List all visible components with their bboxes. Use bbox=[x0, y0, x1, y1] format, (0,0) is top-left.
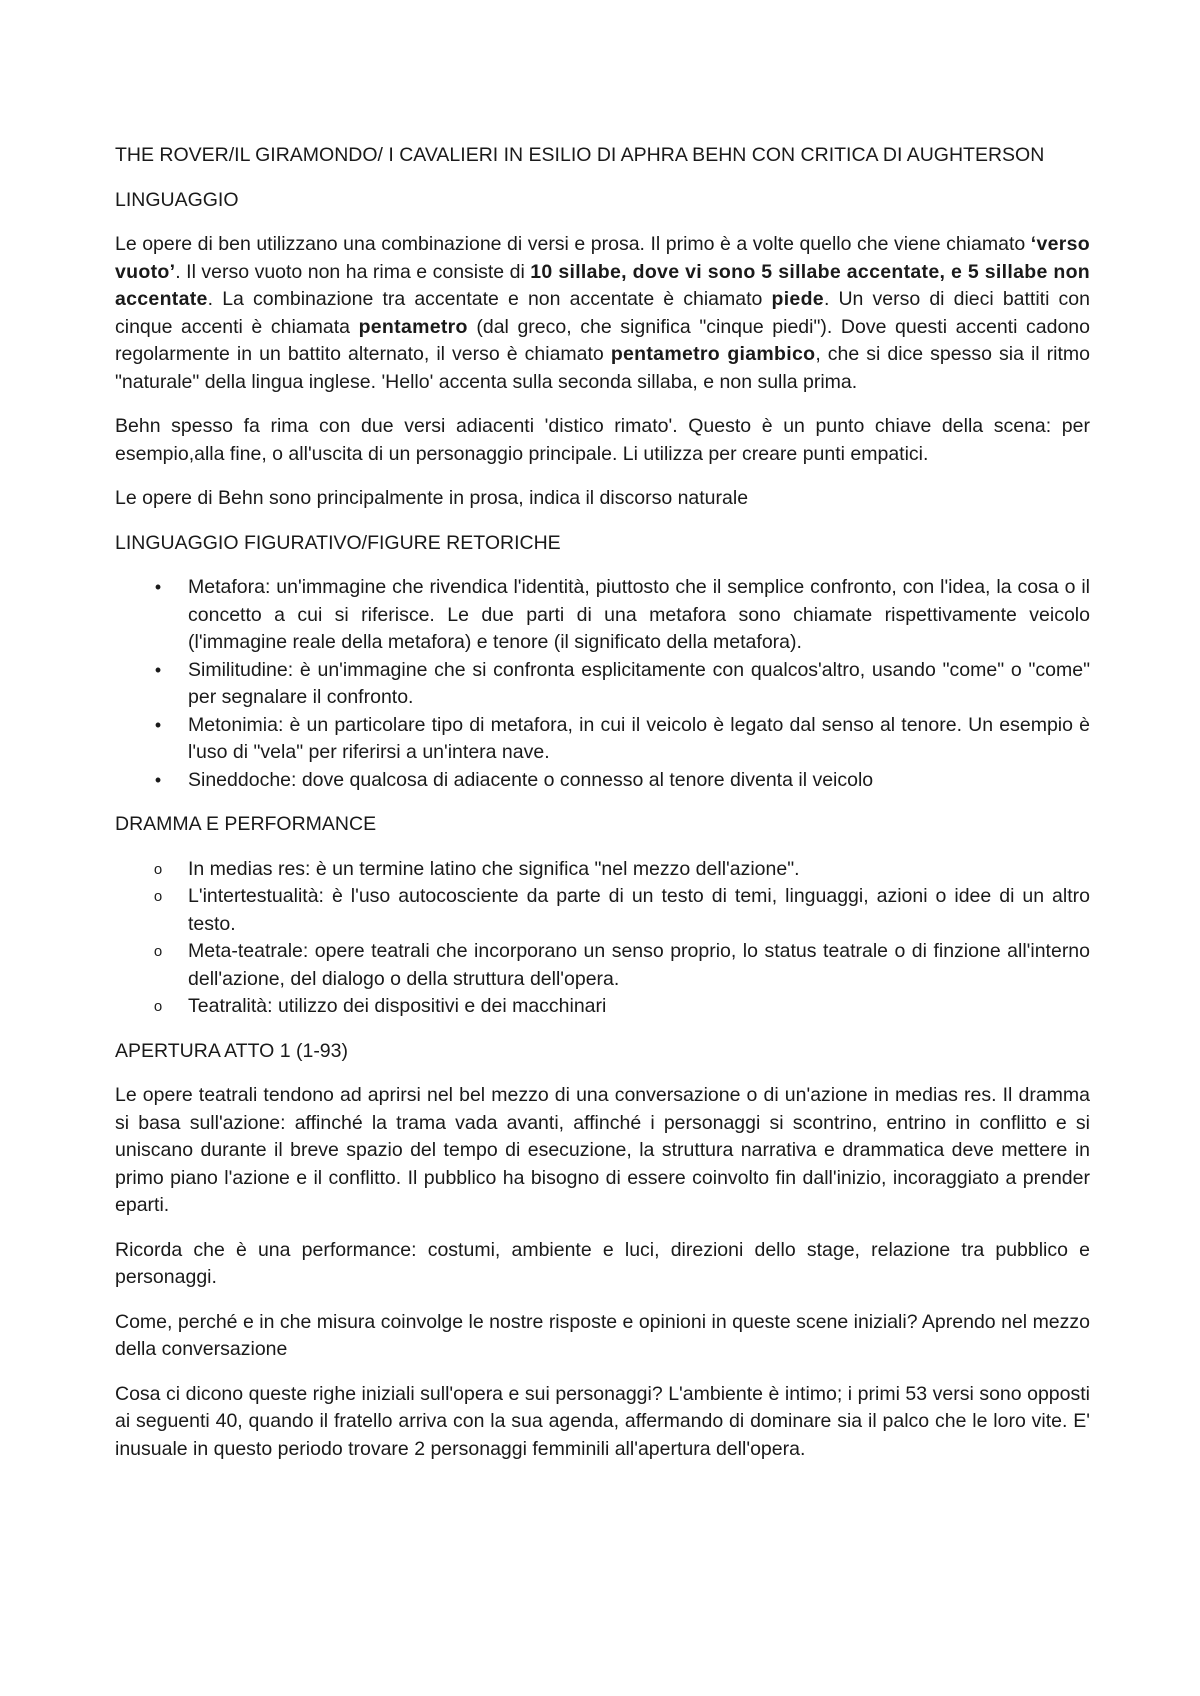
list-item-text: Sineddoche: dove qualcosa di adiacente o connesso al tenore diventa il veicolo bbox=[188, 768, 874, 791]
circle-bullet-icon: o bbox=[153, 943, 163, 960]
list-item-text: Teatralità: utilizzo dei dispositivi e dei macchinari bbox=[188, 995, 607, 1017]
list-item bbox=[153, 938, 1090, 993]
paragraph-distico-rimato: Behn spesso fa rima con due versi adiacenti 'distico rimato'. Questo è un punto chiave della scena: per esempio,alla fine, o all'uscita di un personaggio principale. Li utilizza per creare punti empatici. bbox=[115, 415, 1090, 465]
section-heading-linguaggio: LINGUAGGIO bbox=[115, 188, 239, 211]
list-item-text: Metonimia: è un particolare tipo di metafora, in cui il veicolo è legato dal senso al tenore. Un esempio è l'uso di "vela" per riferirsi a un'intera nave. bbox=[188, 713, 1090, 763]
list-item bbox=[153, 883, 1090, 938]
dramma-list bbox=[115, 856, 1090, 1021]
list-item bbox=[154, 767, 1090, 795]
circle-bullet-icon: o bbox=[153, 860, 163, 878]
section-heading-figure-retoriche: LINGUAGGIO FIGURATIVO/FIGURE RETORICHE bbox=[115, 531, 561, 554]
bold-term: ‘verso vuoto’ bbox=[115, 233, 1090, 283]
paragraph-apertura-3: Come, perché e in che misura coinvolge le nostre risposte e opinioni in queste scene iniziali? Aprendo nel mezzo della conversazione bbox=[115, 1310, 1090, 1360]
list-item-text: In medias res: è un termine latino che significa "nel mezzo dell'azione". bbox=[188, 857, 800, 880]
bullet-icon: • bbox=[154, 659, 162, 680]
bullet-icon: • bbox=[154, 577, 162, 597]
paragraph-apertura-4: Cosa ci dicono queste righe iniziali sull'opera e sui personaggi? L'ambiente è intimo; i primi 53 versi sono opposti ai seguenti 40, quando il fratello arriva con la sua agenda, affermando di dominare sia il palco che le loro vite. E' inusuale in questo periodo trovare 2 personaggi femminili all'apertura dell'opera. bbox=[115, 1382, 1090, 1460]
list-item-text: Similitudine: è un'immagine che si confronta esplicitamente con qualcos'altro, usando "come" o "come" per segnalare il confronto. bbox=[188, 658, 1090, 708]
list-item bbox=[154, 657, 1090, 712]
paragraph-apertura-1: Le opere teatrali tendono ad aprirsi nel bel mezzo di una conversazione o di un'azione in medias res. Il dramma si basa sull'azione: affinché la trama vada avanti, affinché i personaggi si scontrino, entrino in conflitto e si uniscano durante il breve spazio del tempo di esecuzione, la struttura narrativa e drammatica deve mettere in primo piano l'azione e il conflitto. Il pubblico ha bisogno di essere coinvolto fin dall'inizio, incoraggiato a prender eparti. bbox=[115, 1084, 1090, 1216]
paragraph-apertura-2: Ricorda che è una performance: costumi, ambiente e luci, direzioni dello stage, relazione tra pubblico e personaggi. bbox=[115, 1238, 1090, 1288]
figure-retoriche-list bbox=[115, 574, 1090, 794]
text-run: . Il verso vuoto non ha rima e consiste di bbox=[175, 260, 531, 283]
document-page bbox=[115, 142, 1090, 1480]
circle-bullet-icon: o bbox=[153, 888, 163, 905]
document-title: THE ROVER/IL GIRAMONDO/ I CAVALIERI IN ESILIO DI APHRA BEHN CON CRITICA DI AUGHTERSON bbox=[115, 144, 1045, 166]
section-heading-apertura: APERTURA ATTO 1 (1-93) bbox=[115, 1039, 348, 1062]
list-item bbox=[154, 574, 1090, 657]
bold-term: 10 sillabe, dove vi sono 5 sillabe accentate, e 5 sillabe non accentate bbox=[115, 260, 1090, 310]
list-item-text: L'intertestualità: è l'uso autocosciente da parte di un testo di temi, linguaggi, azioni o idee di un altro testo. bbox=[188, 885, 1090, 935]
bold-term: pentametro bbox=[358, 315, 468, 338]
bullet-icon: • bbox=[154, 769, 162, 790]
bold-term: pentametro giambico bbox=[610, 343, 816, 365]
paragraph-prosa: Le opere di Behn sono principalmente in prosa, indica il discorso naturale bbox=[115, 487, 749, 509]
text-run: (dal greco, che significa "cinque piedi"). Dove questi accenti cadono regolarmente in un battito alternato, il verso è chiamato bbox=[115, 315, 1090, 365]
bullet-icon: • bbox=[154, 714, 162, 735]
text-run: Le opere di ben utilizzano una combinazione di versi e prosa. Il primo è a volte quello che viene chiamato bbox=[115, 233, 1031, 255]
text-run: , che si dice spesso sia il ritmo "naturale" della lingua inglese. 'Hello' accenta sulla seconda sillaba, e non sulla prima. bbox=[115, 343, 1090, 393]
paragraph-verso-vuoto bbox=[115, 231, 1090, 396]
list-item-text: Metafora: un'immagine che rivendica l'identità, piuttosto che il semplice confronto, con l'idea, la cosa o il concetto a cui si riferisce. Le due parti di una metafora sono chiamate rispettivamente veicolo (l'immagine reale della metafora) e tenore (il significato della metafora). bbox=[188, 576, 1090, 653]
list-item bbox=[153, 993, 1090, 1021]
list-item bbox=[153, 856, 1090, 884]
section-heading-dramma: DRAMMA E PERFORMANCE bbox=[115, 813, 377, 835]
bold-term: piede bbox=[771, 288, 824, 310]
list-item-text: Meta-teatrale: opere teatrali che incorporano un senso proprio, lo status teatrale o di finzione all'interno dell'azione, del dialogo o della struttura dell'opera. bbox=[188, 940, 1090, 990]
list-item bbox=[154, 712, 1090, 767]
circle-bullet-icon: o bbox=[153, 998, 163, 1015]
text-run: . La combinazione tra accentate e non accentate è chiamato bbox=[207, 288, 772, 310]
text-run: . Un verso di dieci battiti con cinque accenti è chiamata bbox=[115, 288, 1090, 338]
